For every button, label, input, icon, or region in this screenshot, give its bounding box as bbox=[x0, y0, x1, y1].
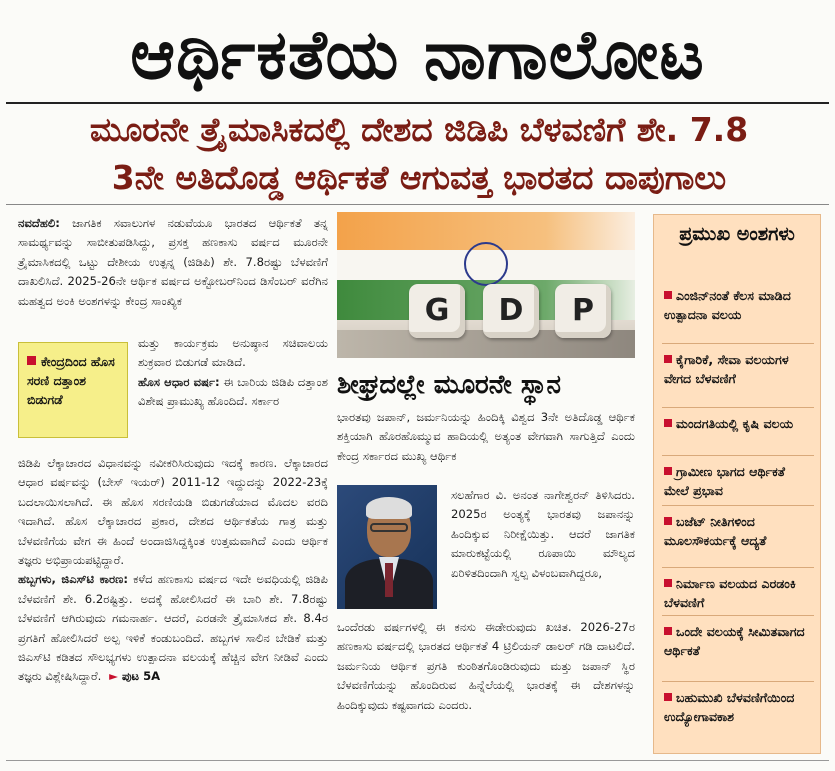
adviser-portrait-photo bbox=[337, 485, 437, 609]
sidebar-item-label: ಎಂಜಿನ್‌ನಂತೆ ಕೆಲಸ ಮಾಡಿದ ಉತ್ಪಾದನಾ ವಲಯ bbox=[664, 288, 791, 322]
dateline: ನವದೆಹಲಿ: bbox=[18, 216, 60, 230]
bullet-icon bbox=[664, 355, 672, 363]
left-story-body bbox=[18, 416, 328, 687]
dice-letter: P bbox=[555, 284, 611, 338]
bottom-rule bbox=[6, 760, 829, 761]
left-story-para1-continued: ಮತ್ತು ಕಾರ್ಯಕ್ರಮ ಅನುಷ್ಠಾನ ಸಚಿವಾಲಯ ಶುಕ್ರವಾರ ಬಿಡುಗಡೆ ಮಾಡಿದೆ. bbox=[138, 336, 328, 370]
sidebar-item-label: ಒಂದೇ ವಲಯಕ್ಕೆ ಸೀಮಿತವಾಗದ ಆರ್ಥಿಕತೆ bbox=[664, 624, 805, 658]
bullet-icon bbox=[664, 419, 672, 427]
callout-bullet-icon bbox=[27, 356, 36, 365]
bullet-icon bbox=[664, 579, 672, 587]
bullet-icon bbox=[664, 693, 672, 701]
sidebar-item bbox=[664, 287, 814, 324]
subhead-festivals-gst: ಹಬ್ಬಗಳು, ಜಿಎಸ್‌ಟಿ ಕಾರಣ: bbox=[18, 572, 128, 587]
sidebar-item-label: ಕೈಗಾರಿಕೆ, ಸೇವಾ ವಲಯಗಳ ವೇಗದ ಬೆಳವಣಿಗೆ bbox=[664, 352, 789, 386]
sidebar-item bbox=[664, 575, 814, 612]
key-points-sidebar bbox=[653, 214, 821, 754]
gdp-dice-photo bbox=[337, 212, 635, 358]
sidebar-item-label: ಮಂದಗತಿಯಲ್ಲಿ ಕೃಷಿ ವಲಯ bbox=[676, 416, 794, 431]
left-story-para1-cont bbox=[138, 334, 328, 412]
left-story-para2: ಜಿಡಿಪಿ ಲೆಕ್ಕಾಚಾರದ ವಿಧಾನವನ್ನು ನವೀಕರಿಸಿರುವುದು ಇದಕ್ಕೆ ಕಾರಣ. ಲೆಕ್ಕಾಚಾರದ ಆಧಾರ ವರ್ಷವನ್ನು (ಬೇಸ್ ಇಯರ್) 2011-12 ಇದ್ದುದನ್ನು 2022-23ಕ್ಕೆ ಬದಲಾಯಿಸಲಾಗಿದೆ. ಈ ಹೊಸ ಸರಣಿಯಡಿ ಬಿಡುಗಡೆಯಾದ ಮೊದಲ ವರದಿ ಇದಾಗಿದೆ. ಹೊಸ ಲೆಕ್ಕಾಚಾರದ ಪ್ರಕಾರ, ದೇಶದ ಆರ್ಥಿಕತೆಯ ಗಾತ್ರ ಮತ್ತು ಬೆಳವಣಿಗೆಯ ವೇಗ ಈ ಹಿಂದೆ ಅಂದಾಜಿಸಿದ್ದಕ್ಕಿಂತ ಉತ್ತಮವಾಗಿದೆ ಎಂದು ಆರ್ಥಿಕ ತಜ್ಞರು ಅಭಿಪ್ರಾಯಪಟ್ಟಿದ್ದಾರೆ. bbox=[18, 456, 328, 568]
sidebar-item bbox=[664, 623, 814, 660]
bullet-icon bbox=[664, 627, 672, 635]
sidebar-item-label: ನಿರ್ಮಾಣ ವಲಯದ ಎರಡಂಕಿ ಬೆಳವಣಿಗೆ bbox=[664, 576, 796, 610]
right-story-heading: ಶೀಘ್ರದಲ್ಲೇ ಮೂರನೇ ಸ್ಥಾನ bbox=[337, 370, 561, 400]
dice-letter: G bbox=[409, 284, 465, 338]
sidebar-item bbox=[664, 415, 814, 434]
subhead-new-base-year: ಹೊಸ ಆಧಾರ ವರ್ಷ: bbox=[138, 374, 220, 389]
sidebar-item-label: ಬಜೆಟ್ ನೀತಿಗಳಿಂದ ಮೂಲಸೌಕರ್ಯಕ್ಕೆ ಆದ್ಯತೆ bbox=[664, 514, 767, 548]
right-story-para2: ಒಂದೆರಡು ವರ್ಷಗಳಲ್ಲಿ ಈ ಕನಸು ಈಡೇರುವುದು ಖಚಿತ. 2026-27ರ ಹಣಕಾಸು ವರ್ಷದಲ್ಲಿ ಭಾರತದ ಆರ್ಥಿಕತೆ 4 ಟ್ರಿಲಿಯನ್ ಡಾಲರ್ ಗಡಿ ದಾಟಲಿದೆ. ಜರ್ಮನಿಯ ಆರ್ಥಿಕ ಪ್ರಗತಿ ಕುಂಠಿತಗೊಂಡಿರುವುದು ಮತ್ತು ಜಪಾನ್ ಸ್ಥಿರ ಬೆಳವಣಿಗೆಯನ್ನು ಹೊಂದಿರುವ ಹಿನ್ನೆಲೆಯಲ್ಲಿ ಭಾರತಕ್ಕೆ ಈ ದೇಶಗಳನ್ನು ಹಿಂದಿಕ್ಕುವುದು ಕಷ್ಟವಾಗದು ಎಂದರು. bbox=[337, 620, 635, 712]
right-story-para1-cont: ಸಲಹೆಗಾರ ವಿ. ಅನಂತ ನಾಗೇಶ್ವರನ್ ತಿಳಿಸಿದರು. 2025ರ ಅಂತ್ಯಕ್ಕೆ ಭಾರತವು ಜಪಾನನ್ನು ಹಿಂದಿಕ್ಕುವ ನಿರೀಕ್ಷೆಯಿತ್ತು. ಆದರೆ ಜಾಗತಿಕ ಮಾರುಕಟ್ಟೆಯಲ್ಲಿ ರೂಪಾಯಿ ಮೌಲ್ಯದ ಏರಿಳಿತದಿಂದಾಗಿ ಸ್ವಲ್ಪ ವಿಳಂಬವಾಗಿದ್ದರೂ, bbox=[451, 488, 635, 580]
bullet-icon bbox=[664, 467, 672, 475]
bullet-icon bbox=[664, 291, 672, 299]
sidebar-item bbox=[664, 351, 814, 388]
left-story-para3: ಕಳೆದ ಹಣಕಾಸು ವರ್ಷದ ಇದೇ ಅವಧಿಯಲ್ಲಿ ಜಿಡಿಪಿ ಬೆಳವಣಿಗೆ ಶೇ. 6.2ರಷ್ಟಿತ್ತು. ಅದಕ್ಕೆ ಹೋಲಿಸಿದರೆ ಈ ಬಾರಿ ಶೇ. 7.8ರಷ್ಟು ಬೆಳವಣಿಗೆ ಆಗಿರುವುದು ಗಮನಾರ್ಹ. ಆದರೆ, ಎರಡನೇ ತ್ರೈಮಾಸಿಕದ ಶೇ. 8.4ರ ಪ್ರಗತಿಗೆ ಹೋಲಿಸಿದರೆ ಅಲ್ಪ ಇಳಿಕೆ ಕಂಡುಬಂದಿದೆ. ಹಬ್ಬಗಳ ಸಾಲಿನ ಬೇಡಿಕೆ ಮತ್ತು ಜಿಎಸ್‌ಟಿ ಕಡಿತದ ಸೌಲಭ್ಯಗಳು ಉತ್ಪಾದನಾ ವಲಯಕ್ಕೆ ಹೆಚ್ಚಿನ ವೇಗ ನೀಡಿವೆ ಎಂದು ತಜ್ಞರು ವಿಶ್ಲೇಷಿಸಿದ್ದಾರೆ. bbox=[18, 572, 328, 684]
continued-marker[interactable] bbox=[105, 669, 160, 683]
headline-rule bbox=[6, 102, 829, 104]
subheadline-2: 3ನೇ ಅತಿದೊಡ್ಡ ಆರ್ಥಿಕತೆ ಆಗುವತ್ತ ಭಾರತದ ದಾಪುಗಾಲು bbox=[111, 158, 727, 197]
right-story-para1: ಭಾರತವು ಜಪಾನ್, ಜರ್ಮನಿಯನ್ನು ಹಿಂದಿಕ್ಕಿ ವಿಶ್ವದ 3ನೇ ಅತಿದೊಡ್ಡ ಆರ್ಥಿಕ ಶಕ್ತಿಯಾಗಿ ಹೊರಹೊಮ್ಮುವ ಹಾದಿಯಲ್ಲಿ ಅತ್ಯಂತ ವೇಗವಾಗಿ ಸಾಗುತ್ತಿದೆ ಎಂದು ಕೇಂದ್ರ ಸರ್ಕಾರದ ಮುಖ್ಯ ಆರ್ಥಿಕ bbox=[337, 410, 635, 463]
bullet-icon bbox=[664, 517, 672, 525]
sidebar-item-label: ಬಹುಮುಖಿ ಬೆಳವಣಿಗೆಯಿಂದ ಉದ್ಯೋಗಾವಕಾಶ bbox=[664, 690, 795, 724]
subheadline-1: ಮೂರನೇ ತ್ರೈಮಾಸಿಕದಲ್ಲಿ ದೇಶದ ಜಿಡಿಪಿ ಬೆಳವಣಿಗೆ ಶೇ. 7.8 bbox=[89, 110, 749, 149]
sidebar-item bbox=[664, 689, 814, 726]
left-story-para1: ಜಾಗತಿಕ ಸವಾಲುಗಳ ನಡುವೆಯೂ ಭಾರತದ ಆರ್ಥಿಕತೆ ತನ್ನ ಸಾಮರ್ಥ್ಯವನ್ನು ಸಾಬೀತುಪಡಿಸಿದ್ದು, ಪ್ರಸಕ್ತ ಹಣಕಾಸು ವರ್ಷದ ಮೂರನೇ ತ್ರೈಮಾಸಿಕದಲ್ಲಿ ಒಟ್ಟು ದೇಶೀಯ ಉತ್ಪನ್ನ (ಜಿಡಿಪಿ) ಶೇ. 7.8ರಷ್ಟು ಬೆಳವಣಿಗೆ ದಾಖಲಿಸಿದೆ. 2025-26ನೇ ಆರ್ಥಿಕ ವರ್ಷದ ಅಕ್ಟೋಬರ್‌ನಿಂದ ಡಿಸೆಂಬರ್ ವರೆಗಿನ ಮಹತ್ವದ ಅಂಕಿ ಅಂಶಗಳನ್ನು ಕೇಂದ್ರ ಸಾಂಖ್ಯಿಕ bbox=[18, 216, 328, 308]
subhead-new-base-year-text: ಈ ಬಾರಿಯ ಜಿಡಿಪಿ ದತ್ತಾಂಶ ವಿಶೇಷ ಪ್ರಾಮುಖ್ಯ ಹೊಂದಿದೆ. ಸರ್ಕಾರ bbox=[138, 374, 328, 409]
sidebar-title: ಪ್ರಮುಖ ಅಂಶಗಳು bbox=[679, 223, 795, 245]
callout-text: ಕೇಂದ್ರದಿಂದ ಹೊಸ ಸರಣಿ ದತ್ತಾಂಶ ಬಿಡುಗಡೆ bbox=[27, 354, 115, 407]
continue-arrow-icon: ► bbox=[109, 669, 118, 684]
left-story-intro bbox=[18, 214, 328, 311]
sidebar-item bbox=[664, 513, 814, 550]
continued-page-label: ಪುಟ 5A bbox=[122, 669, 161, 684]
subheadline-rule bbox=[6, 204, 829, 205]
dice-letter: D bbox=[483, 284, 539, 338]
ashoka-chakra-icon bbox=[464, 242, 508, 286]
sidebar-item bbox=[664, 463, 814, 500]
sidebar-item-label: ಗ್ರಾಮೀಣ ಭಾಗದ ಆರ್ಥಿಕತೆ ಮೇಲೆ ಪ್ರಭಾವ bbox=[664, 464, 785, 498]
main-headline: ಆರ್ಥಿಕತೆಯ ನಾಗಾಲೋಟ bbox=[130, 16, 705, 95]
